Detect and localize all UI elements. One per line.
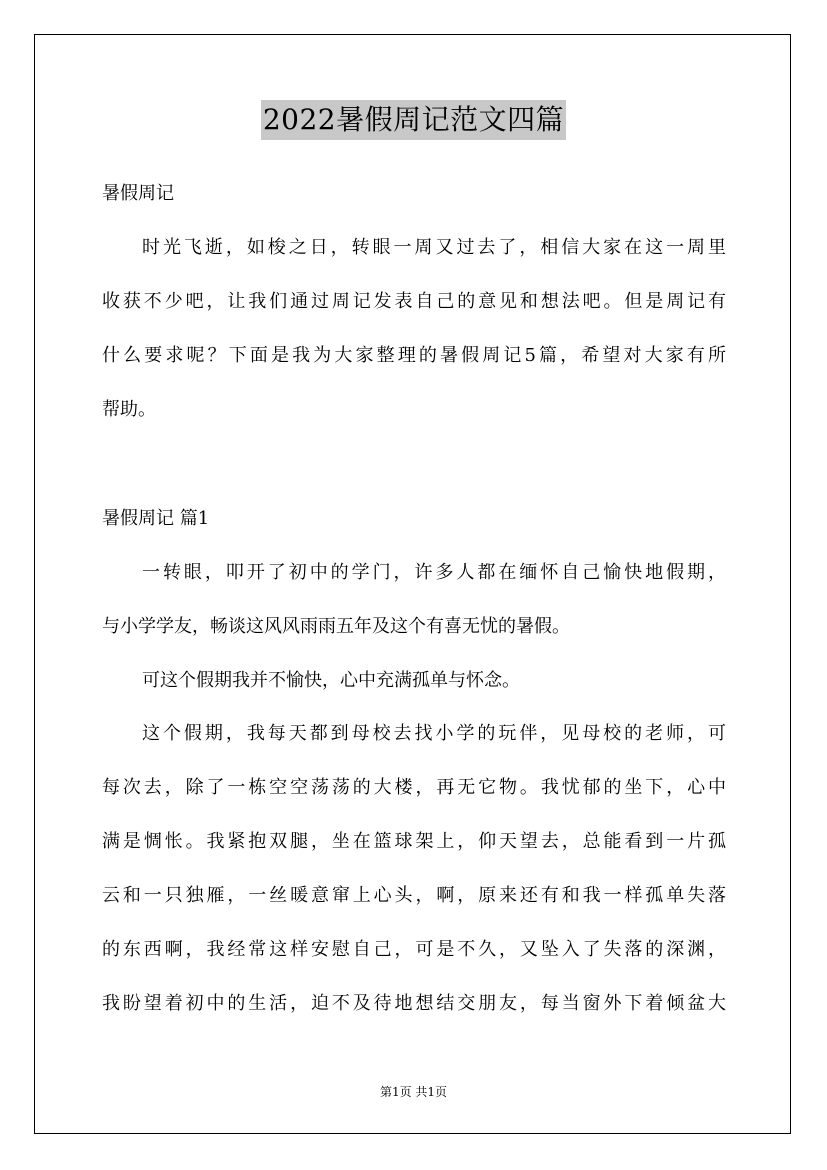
paragraph-line: 的东西啊，我经常这样安慰自己，可是不久，又坠入了失落的深渊，	[102, 939, 726, 960]
paragraph-line: 这个假期，我每天都到母校去找小学的玩伴，见母校的老师，可	[142, 723, 726, 744]
paragraph-line: 时光飞逝，如梭之日，转眼一周又过去了，相信大家在这一周里	[142, 237, 726, 258]
paragraph-line: 我盼望着初中的生活，迫不及待地想结交朋友，每当窗外下着倾盆大	[102, 993, 726, 1014]
paragraph-line: 什么要求呢？下面是我为大家整理的暑假周记5篇，希望对大家有所	[102, 345, 726, 366]
paragraph-line: 可这个假期我并不愉快，心中充满孤单与怀念。	[142, 670, 520, 691]
paragraph-line: 满是惆怅。我紧抱双腿，坐在篮球架上，仰天望去，总能看到一片孤	[102, 831, 726, 852]
title-wrap	[0, 100, 827, 140]
paragraph-line: 与小学学友，畅谈这风风雨雨五年及这个有喜无忧的暑假。	[102, 616, 570, 637]
paragraph-line: 一转眼，叩开了初中的学门，许多人都在缅怀自己愉快地假期，	[142, 562, 726, 583]
section-heading: 暑假周记 篇1	[102, 508, 210, 529]
paragraph-line: 云和一只独雁，一丝暖意窜上心头，啊，原来还有和我一样孤单失落	[102, 885, 726, 906]
paragraph-line: 收获不少吧，让我们通过周记发表自己的意见和想法吧。但是周记有	[102, 291, 726, 312]
document-title: 2022暑假周记范文四篇	[261, 100, 566, 140]
section-heading: 暑假周记	[102, 183, 174, 204]
page-number: 第1页 共1页	[379, 1085, 448, 1099]
paragraph-line: 帮助。	[102, 399, 156, 420]
paragraph-line: 每次去，除了一栋空空荡荡的大楼，再无它物。我忧郁的坐下，心中	[102, 777, 726, 798]
